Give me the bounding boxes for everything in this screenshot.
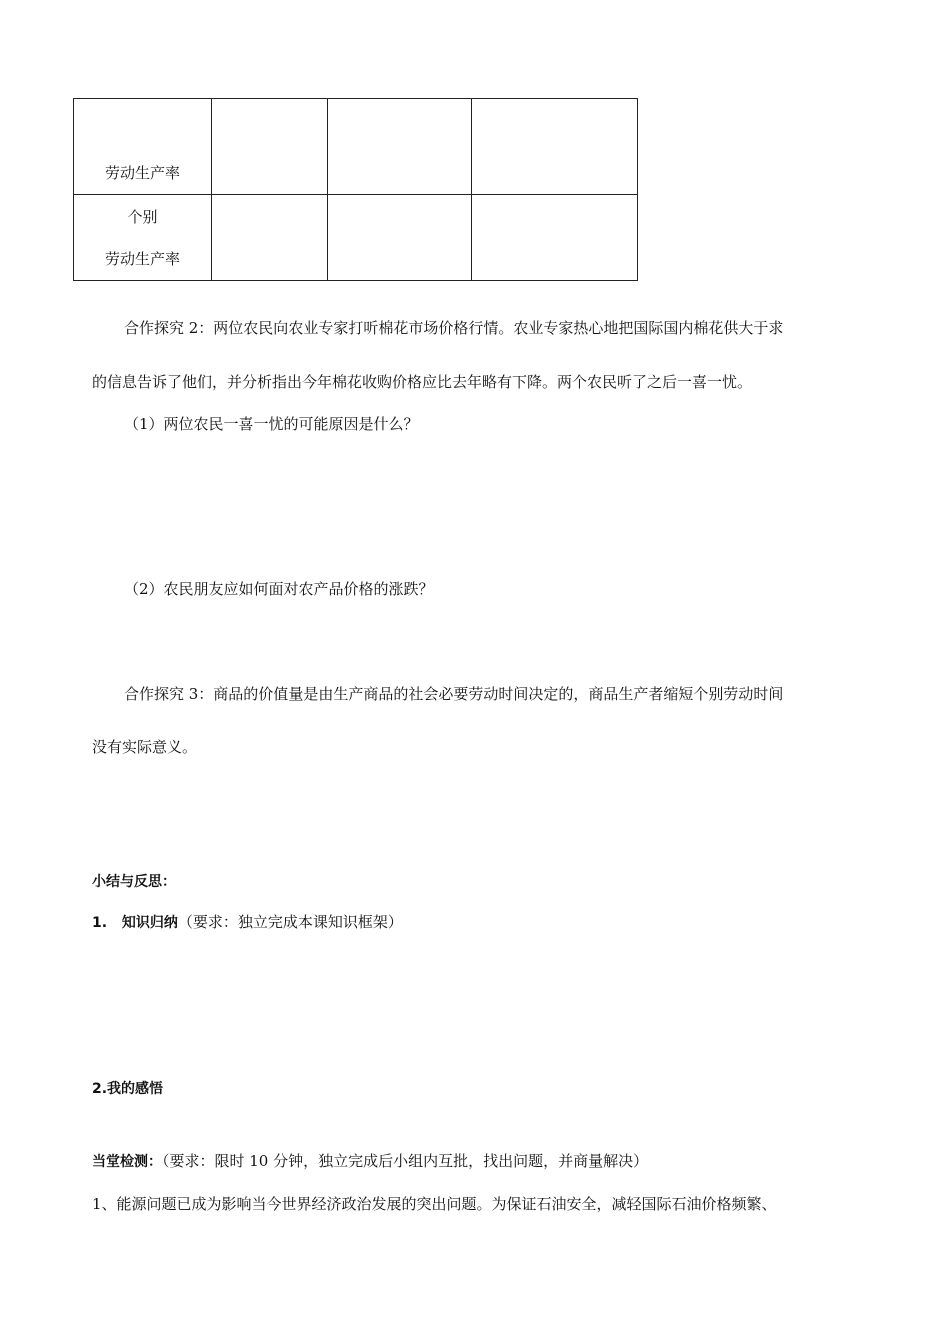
- test-heading: [92, 1150, 648, 1171]
- table-row: [74, 195, 638, 281]
- table-cell: [212, 195, 328, 281]
- test-question1: 1、能源问题已成为影响当今世界经济政治发展的突出问题。为保证石油安全，减轻国际石油价格频繁、: [92, 1195, 777, 1213]
- table-cell: [472, 195, 638, 281]
- row-label: 劳动生产率: [104, 164, 180, 182]
- row-label-line: 劳动生产率: [104, 250, 180, 268]
- table-row: [74, 99, 638, 195]
- explore2-line2: 的信息告诉了他们，并分析指出今年棉花收购价格应比去年略有下降。两个农民听了之后一喜一忧。: [92, 373, 753, 391]
- summary-item1: [92, 911, 403, 932]
- item1-number: 1.: [92, 915, 108, 931]
- test-title: 当堂检测：: [92, 1154, 162, 1170]
- summary-item2: 2.我的感悟: [92, 1081, 164, 1097]
- explore3-line1: 合作探究 3：商品的价值量是由生产商品的社会必要劳动时间决定的，商品生产者缩短个别劳动时间: [124, 685, 784, 703]
- table-cell: [74, 99, 212, 195]
- summary-title: 小结与反思：: [92, 874, 176, 890]
- explore2-line1: 合作探究 2：两位农民向农业专家打听棉花市场价格行情。农业专家热心地把国际国内棉花供大于求: [124, 319, 784, 337]
- row-label-line: 个别: [127, 208, 158, 226]
- table-cell: [472, 99, 638, 195]
- table-cell: [328, 195, 472, 281]
- item1-requirement: （要求：独立完成本课知识框架）: [177, 913, 403, 931]
- explore2-question2: （2）农民朋友应如何面对农产品价格的涨跌？: [124, 580, 434, 598]
- table-cell: [328, 99, 472, 195]
- explore3-line2: 没有实际意义。: [92, 738, 198, 756]
- explore2-question1: （1）两位农民一喜一忧的可能原因是什么？: [124, 415, 419, 433]
- productivity-table: [73, 98, 638, 281]
- test-requirement: （要求：限时 10 分钟，独立完成后小组内互批，找出问题，并商量解决）: [162, 1152, 649, 1170]
- item1-heading: 知识归纳: [121, 915, 178, 931]
- table-cell: [212, 99, 328, 195]
- table-cell: [74, 195, 212, 281]
